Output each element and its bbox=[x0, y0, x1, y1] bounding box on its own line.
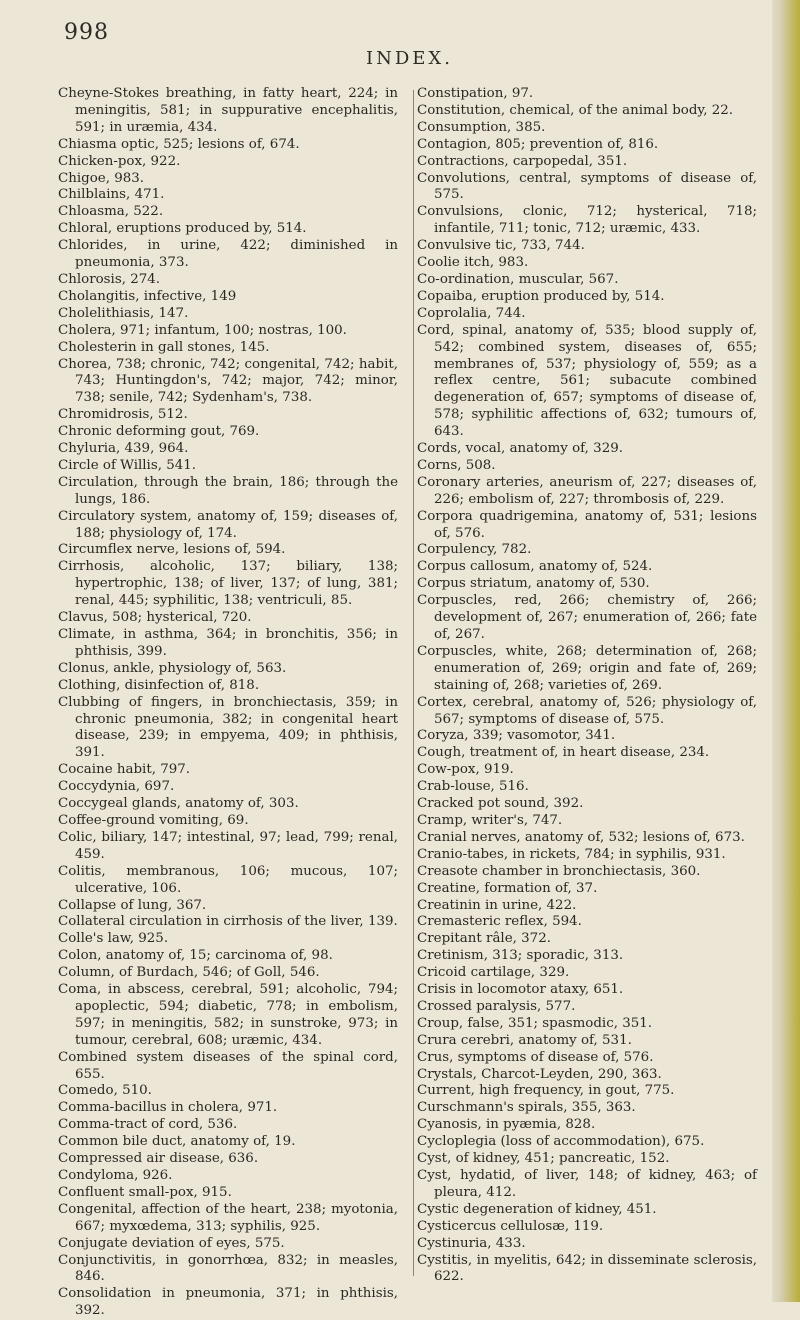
index-entry: Cremasteric reflex, 594. bbox=[417, 914, 582, 930]
index-entry: Condyloma, 926. bbox=[58, 1168, 173, 1183]
index-entry: Coma, in abscess, cerebral, 591; alcoholic, 794; apoplectic, 594; diabetic, 778; in embolism, 597; in meningitis, 582; in sunstroke, 973; in tumour, cerebral, 608; uræmic, 434. bbox=[58, 982, 398, 1048]
index-entry: Chigoe, 983. bbox=[58, 170, 145, 186]
index-entry: Cricoid cartilage, 329. bbox=[417, 965, 570, 981]
index-entry: Conjugate deviation of eyes, 575. bbox=[58, 1235, 285, 1251]
index-entry: Contagion, 805; prevention of, 816. bbox=[417, 136, 659, 152]
index-entry: Cirrhosis, alcoholic, 137; biliary, 138; hypertrophic, 138; of liver, 137; of lung, 381; renal, 445; syphilitic, 138; ventriculi, 85. bbox=[58, 559, 398, 609]
index-entry: Column, of Burdach, 546; of Goll, 546. bbox=[58, 965, 320, 981]
index-entry: Cycloplegia (loss of accommodation), 675. bbox=[417, 1134, 705, 1150]
index-columns bbox=[58, 86, 778, 1319]
index-entry: Chyluria, 439, 964. bbox=[58, 441, 189, 457]
index-entry: Cystitis, in myelitis, 642; in disseminate sclerosis, 622. bbox=[417, 1252, 757, 1285]
index-entry: Cord, spinal, anatomy of, 535; blood supply of, 542; combined system, diseases of, 655; membranes of, 537; physiology of, 559; as a reflex centre, 561; subacute combined degeneration of, 657; symptoms of disease of, 578; syphilitic affections of, 632; tumours of, 643. bbox=[417, 322, 757, 440]
index-entry: Corpuscles, white, 268; determination of, 268; enumeration of, 269; origin and fate of, 269; staining of, 268; varieties of, 269. bbox=[417, 643, 757, 693]
index-entry: Conjunctivitis, in gonorrhœa, 832; in measles, 846. bbox=[58, 1252, 398, 1285]
index-entry: Corns, 508. bbox=[417, 457, 496, 473]
index-entry: Cranio-tabes, in rickets, 784; in syphilis, 931. bbox=[417, 846, 726, 862]
index-entry: Cystinuria, 433. bbox=[417, 1235, 526, 1251]
index-entry: Cyanosis, in pyæmia, 828. bbox=[417, 1117, 596, 1133]
index-entry: Circumflex nerve, lesions of, 594. bbox=[58, 542, 286, 558]
index-entry: Coprolalia, 744. bbox=[417, 305, 526, 321]
index-entry: Cortex, cerebral, anatomy of, 526; physiology of, 567; symptoms of disease of, 575. bbox=[417, 694, 757, 727]
index-entry: Cholangitis, infective, 149 bbox=[58, 288, 237, 304]
index-entry: Contractions, carpopedal, 351. bbox=[417, 153, 628, 169]
index-entry: Chiasma optic, 525; lesions of, 674. bbox=[58, 136, 300, 152]
index-entry: Common bile duct, anatomy of, 19. bbox=[58, 1134, 296, 1150]
index-entry: Comma-bacillus in cholera, 971. bbox=[58, 1100, 278, 1116]
index-entry: Crura cerebri, anatomy of, 531. bbox=[417, 1032, 632, 1048]
index-entry: Corpus striatum, anatomy of, 530. bbox=[417, 576, 650, 592]
index-entry: Circulation, through the brain, 186; through the lungs, 186. bbox=[58, 474, 398, 507]
index-entry: Coccydynia, 697. bbox=[58, 779, 175, 795]
index-entry: Collapse of lung, 367. bbox=[58, 897, 207, 913]
index-entry: Creatinin in urine, 422. bbox=[417, 897, 577, 913]
index-entry: Chronic deforming gout, 769. bbox=[58, 424, 260, 440]
index-entry: Chicken-pox, 922. bbox=[58, 153, 181, 169]
index-entry: Chloasma, 522. bbox=[58, 204, 164, 220]
index-entry: Consolidation in pneumonia, 371; in phthisis, 392. bbox=[58, 1286, 398, 1319]
page-number: 998 bbox=[64, 20, 109, 45]
index-entry: Combined system diseases of the spinal cord, 655. bbox=[58, 1049, 398, 1082]
index-entry: Crossed paralysis, 577. bbox=[417, 998, 576, 1014]
index-entry: Convulsions, clonic, 712; hysterical, 718; infantile, 711; tonic, 712; uræmic, 433. bbox=[417, 204, 757, 237]
index-entry: Corpulency, 782. bbox=[417, 542, 532, 558]
running-title: INDEX. bbox=[366, 48, 453, 69]
index-entry: Coffee-ground vomiting, 69. bbox=[58, 812, 249, 828]
index-entry: Cysticercus cellulosæ, 119. bbox=[417, 1218, 604, 1234]
index-entry: Circulatory system, anatomy of, 159; diseases of, 188; physiology of, 174. bbox=[58, 508, 398, 541]
index-entry: Cords, vocal, anatomy of, 329. bbox=[417, 441, 623, 457]
index-entry: Co-ordination, muscular, 567. bbox=[417, 271, 619, 287]
index-entry: Crystals, Charcot-Leyden, 290, 363. bbox=[417, 1066, 662, 1082]
index-entry: Corpuscles, red, 266; chemistry of, 266; development of, 267; enumeration of, 266; fate of, 267. bbox=[417, 593, 757, 642]
index-entry: Chloral, eruptions produced by, 514. bbox=[58, 221, 307, 237]
index-entry: Crepitant râle, 372. bbox=[417, 931, 551, 947]
index-entry: Colic, biliary, 147; intestinal, 97; lead, 799; renal, 459. bbox=[58, 829, 398, 862]
index-entry: Chilblains, 471. bbox=[58, 187, 165, 203]
index-entry: Cranial nerves, anatomy of, 532; lesions of, 673. bbox=[417, 829, 745, 845]
index-entry: Cheyne-Stokes breathing, in fatty heart, 224; in meningitis, 581; in suppurative encephalitis, 591; in uræmia, 434. bbox=[58, 86, 398, 135]
index-entry: Collateral circulation in cirrhosis of the liver, 139. bbox=[58, 914, 398, 930]
index-entry: Compressed air disease, 636. bbox=[58, 1151, 259, 1167]
page-header bbox=[0, 18, 800, 78]
index-entry: Cholelithiasis, 147. bbox=[58, 305, 189, 321]
index-entry: Crab-louse, 516. bbox=[417, 779, 529, 795]
index-entry: Cyst, of kidney, 451; pancreatic, 152. bbox=[417, 1151, 670, 1167]
index-entry: Colitis, membranous, 106; mucous, 107; ulcerative, 106. bbox=[58, 863, 398, 896]
index-entry: Coccygeal glands, anatomy of, 303. bbox=[58, 796, 299, 812]
index-entry: Creatine, formation of, 37. bbox=[417, 880, 598, 896]
index-entry: Creasote chamber in bronchiectasis, 360. bbox=[417, 863, 701, 879]
index-entry: Chorea, 738; chronic, 742; congenital, 742; habit, 743; Huntingdon's, 742; major, 742; minor, 738; senile, 742; Sydenham's, 738. bbox=[58, 356, 398, 406]
index-entry: Cramp, writer's, 747. bbox=[417, 812, 563, 828]
index-entry: Cow-pox, 919. bbox=[417, 762, 514, 778]
index-entry: Chlorides, in urine, 422; diminished in pneumonia, 373. bbox=[58, 238, 398, 271]
index-entry: Cough, treatment of, in heart disease, 234. bbox=[417, 745, 710, 761]
index-entry: Consumption, 385. bbox=[417, 119, 546, 135]
index-entry: Cholera, 971; infantum, 100; nostras, 100. bbox=[58, 322, 347, 338]
index-entry: Congenital, affection of the heart, 238; myotonia, 667; myxœdema, 313; syphilis, 925. bbox=[58, 1201, 398, 1234]
index-entry: Colle's law, 925. bbox=[58, 931, 169, 947]
index-entry: Curschmann's spirals, 355, 363. bbox=[417, 1100, 636, 1116]
index-entry: Clubbing of fingers, in bronchiectasis, 359; in chronic pneumonia, 382; in congenital heart disease, 239; in empyema, 409; in phthisis, 391. bbox=[58, 694, 398, 761]
index-entry: Corpus callosum, anatomy of, 524. bbox=[417, 559, 653, 575]
index-entry: Colon, anatomy of, 15; carcinoma of, 98. bbox=[58, 948, 333, 964]
index-entry: Cyst, hydatid, of liver, 148; of kidney, 463; of pleura, 412. bbox=[417, 1168, 757, 1200]
index-entry: Crisis in locomotor ataxy, 651. bbox=[417, 982, 624, 998]
index-entry: Coronary arteries, aneurism of, 227; diseases of, 226; embolism of, 227; thrombosis of, 229. bbox=[417, 474, 757, 507]
index-entry: Convulsive tic, 733, 744. bbox=[417, 238, 585, 254]
index-entry: Circle of Willis, 541. bbox=[58, 457, 197, 473]
left-column bbox=[58, 86, 398, 1320]
index-entry: Coolie itch, 983. bbox=[417, 255, 529, 271]
index-entry: Comedo, 510. bbox=[58, 1083, 152, 1099]
index-entry: Crus, symptoms of disease of, 576. bbox=[417, 1049, 654, 1065]
right-column bbox=[417, 86, 757, 1286]
index-entry: Cracked pot sound, 392. bbox=[417, 796, 584, 812]
index-entry: Corpora quadrigemina, anatomy of, 531; lesions of, 576. bbox=[417, 508, 757, 541]
index-entry: Cholesterin in gall stones, 145. bbox=[58, 339, 270, 355]
index-entry: Comma-tract of cord, 536. bbox=[58, 1117, 238, 1133]
index-entry: Clavus, 508; hysterical, 720. bbox=[58, 610, 252, 626]
index-entry: Coryza, 339; vasomotor, 341. bbox=[417, 728, 616, 744]
index-entry: Clonus, ankle, physiology of, 563. bbox=[58, 660, 287, 676]
index-entry: Cocaine habit, 797. bbox=[58, 762, 191, 778]
index-entry: Chlorosis, 274. bbox=[58, 271, 161, 287]
index-entry: Clothing, disinfection of, 818. bbox=[58, 677, 260, 693]
index-entry: Croup, false, 351; spasmodic, 351. bbox=[417, 1015, 653, 1031]
index-entry: Climate, in asthma, 364; in bronchitis, 356; in phthisis, 399. bbox=[58, 627, 398, 659]
index-entry: Cretinism, 313; sporadic, 313. bbox=[417, 948, 624, 964]
index-entry: Constitution, chemical, of the animal body, 22. bbox=[417, 102, 734, 118]
index-entry: Current, high frequency, in gout, 775. bbox=[417, 1083, 675, 1099]
index-entry: Cystic degeneration of kidney, 451. bbox=[417, 1201, 657, 1217]
index-entry: Chromidrosis, 512. bbox=[58, 407, 188, 423]
index-entry: Confluent small-pox, 915. bbox=[58, 1184, 232, 1200]
index-entry: Copaiba, eruption produced by, 514. bbox=[417, 288, 665, 304]
column-divider bbox=[413, 90, 414, 1276]
index-entry: Convolutions, central, symptoms of disease of, 575. bbox=[417, 170, 757, 203]
index-entry: Constipation, 97. bbox=[417, 86, 534, 101]
